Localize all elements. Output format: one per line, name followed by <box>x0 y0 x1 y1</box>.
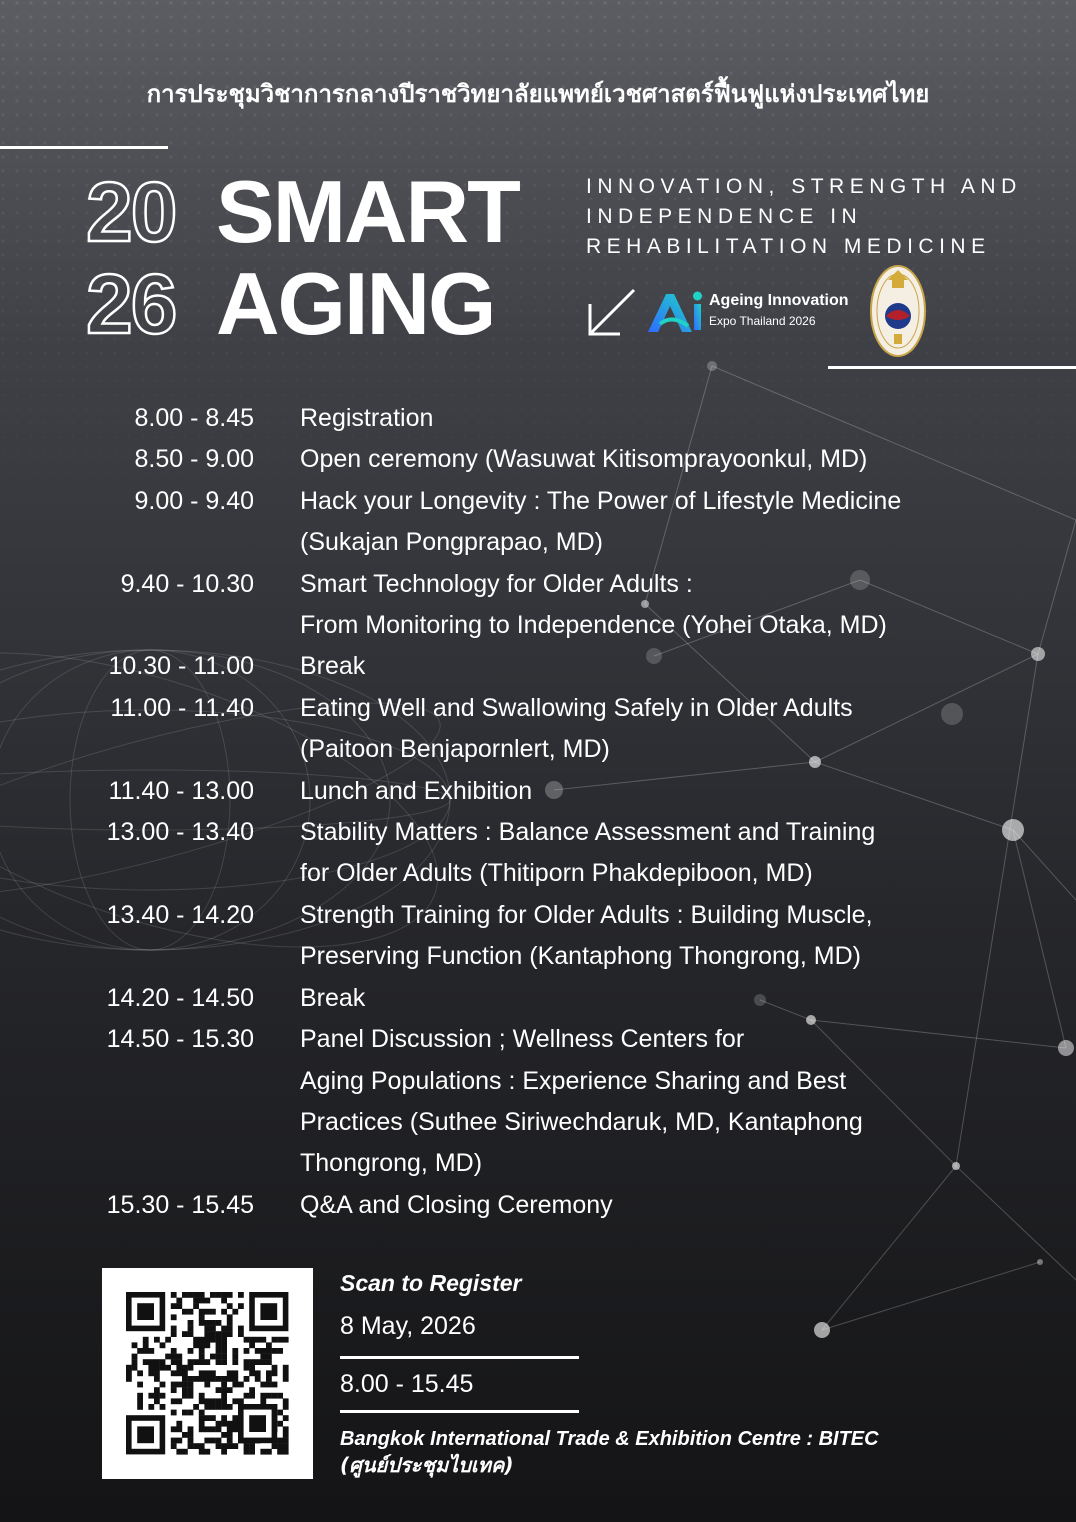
schedule-row <box>0 812 1076 895</box>
session-title-line: (Paitoon Benjapornlert, MD) <box>300 735 610 764</box>
session-title-line: (Sukajan Pongprapao, MD) <box>300 528 603 557</box>
schedule-row <box>0 688 1076 771</box>
tagline-line: INDEPENDENCE IN <box>586 205 863 228</box>
session-time: 13.40 - 14.20 <box>106 900 254 929</box>
headline-aging: AGING <box>216 254 495 353</box>
session-title <box>300 564 1000 647</box>
session-title <box>300 978 1000 1019</box>
session-title-line: Break <box>300 652 366 681</box>
session-title <box>300 398 1000 439</box>
schedule-row <box>0 1185 1076 1226</box>
schedule-row <box>0 978 1076 1019</box>
session-title <box>300 771 1000 812</box>
time-divider <box>340 1410 579 1413</box>
tagline <box>586 172 1022 262</box>
year-top: 20 <box>86 165 176 259</box>
expo-logo-mark-icon <box>646 290 704 334</box>
session-time: 10.30 - 11.00 <box>108 652 254 681</box>
schedule-row <box>0 398 1076 439</box>
event-date: 8 May, 2026 <box>340 1312 476 1340</box>
session-title-line: Lunch and Exhibition <box>300 776 533 805</box>
session-title <box>300 688 1000 771</box>
session-title-line: Open ceremony (Wasuwat Kitisomprayoonkul, MD) <box>300 445 868 474</box>
session-title-line: Thongrong, MD) <box>300 1149 483 1178</box>
tagline-line: REHABILITATION MEDICINE <box>586 235 991 258</box>
session-title-line: Smart Technology for Older Adults : <box>300 569 693 598</box>
session-title-line: Q&A and Closing Ceremony <box>300 1190 613 1219</box>
registration-qr-code[interactable] <box>102 1268 313 1479</box>
session-time: 15.30 - 15.45 <box>106 1190 254 1219</box>
arrow-down-left-icon <box>586 286 638 338</box>
session-title-line: for Older Adults (Thitiporn Phakdepiboon, MD) <box>300 859 813 888</box>
session-title <box>300 481 1000 564</box>
session-title-line: Eating Well and Swallowing Safely in Older Adults <box>300 693 853 722</box>
session-time: 11.00 - 11.40 <box>110 693 254 722</box>
session-title-line: Break <box>300 983 366 1012</box>
session-time: 8.00 - 8.45 <box>134 404 254 432</box>
expo-subtitle: Expo Thailand 2026 <box>709 314 816 328</box>
session-title <box>300 439 1000 480</box>
schedule-row <box>0 564 1076 647</box>
session-title-line: From Monitoring to Independence (Yohei Otaka, MD) <box>300 611 887 640</box>
session-time: 9.00 - 9.40 <box>134 486 254 515</box>
session-title <box>300 1019 1000 1185</box>
session-time: 14.50 - 15.30 <box>106 1025 254 1054</box>
schedule-row <box>0 895 1076 978</box>
ageing-innovation-expo-logo <box>646 288 866 336</box>
conference-thai-title: การประชุมวิชาการกลางปีราชวิทยาลัยแพทย์เวชศาสตร์ฟื้นฟูแห่งประเทศไทย <box>146 80 930 108</box>
scan-to-register-label: Scan to Register <box>340 1270 522 1296</box>
royal-college-seal-icon <box>870 264 926 358</box>
session-title-line: Registration <box>300 404 434 432</box>
schedule-row <box>0 646 1076 687</box>
session-time: 11.40 - 13.00 <box>108 776 254 805</box>
schedule-row <box>0 771 1076 812</box>
date-divider <box>340 1356 579 1359</box>
session-title-line: Strength Training for Older Adults : Building Muscle, <box>300 900 873 929</box>
schedule-list <box>0 398 1076 1226</box>
venue-name: Bangkok International Trade & Exhibition Centre : BITEC <box>340 1428 879 1450</box>
expo-name: Ageing Innovation <box>709 292 849 309</box>
session-title-line: Stability Matters : Balance Assessment and Training <box>300 818 876 847</box>
venue <box>340 1426 879 1478</box>
year-bottom: 26 <box>86 257 176 351</box>
session-time: 14.20 - 14.50 <box>106 983 254 1012</box>
session-title-line: Preserving Function (Kantaphong Thongrong, MD) <box>300 942 861 971</box>
headline-smart: SMART <box>216 162 519 261</box>
session-time: 8.50 - 9.00 <box>134 445 254 474</box>
tagline-line: INNOVATION, STRENGTH AND <box>586 175 1022 198</box>
session-title <box>300 812 1000 895</box>
schedule-row <box>0 1019 1076 1185</box>
session-title <box>300 646 1000 687</box>
session-time: 9.40 - 10.30 <box>120 569 254 598</box>
header-right-divider <box>828 366 1076 369</box>
session-title-line: Panel Discussion ; Wellness Centers for <box>300 1025 745 1054</box>
session-title <box>300 895 1000 978</box>
session-title-line: Practices (Suthee Siriwechdaruk, MD, Kantaphong <box>300 1107 863 1136</box>
session-title-line: Aging Populations : Experience Sharing and Best <box>300 1066 847 1095</box>
schedule-row <box>0 439 1076 480</box>
session-title <box>300 1185 1000 1226</box>
top-left-divider <box>0 146 168 149</box>
session-title-line: Hack your Longevity : The Power of Lifestyle Medicine <box>300 486 902 515</box>
session-time: 13.00 - 13.40 <box>106 818 254 847</box>
event-time: 8.00 - 15.45 <box>340 1370 474 1398</box>
schedule-row <box>0 481 1076 564</box>
venue-thai-name: (ศูนย์ประชุมไบเทค) <box>340 1453 514 1477</box>
